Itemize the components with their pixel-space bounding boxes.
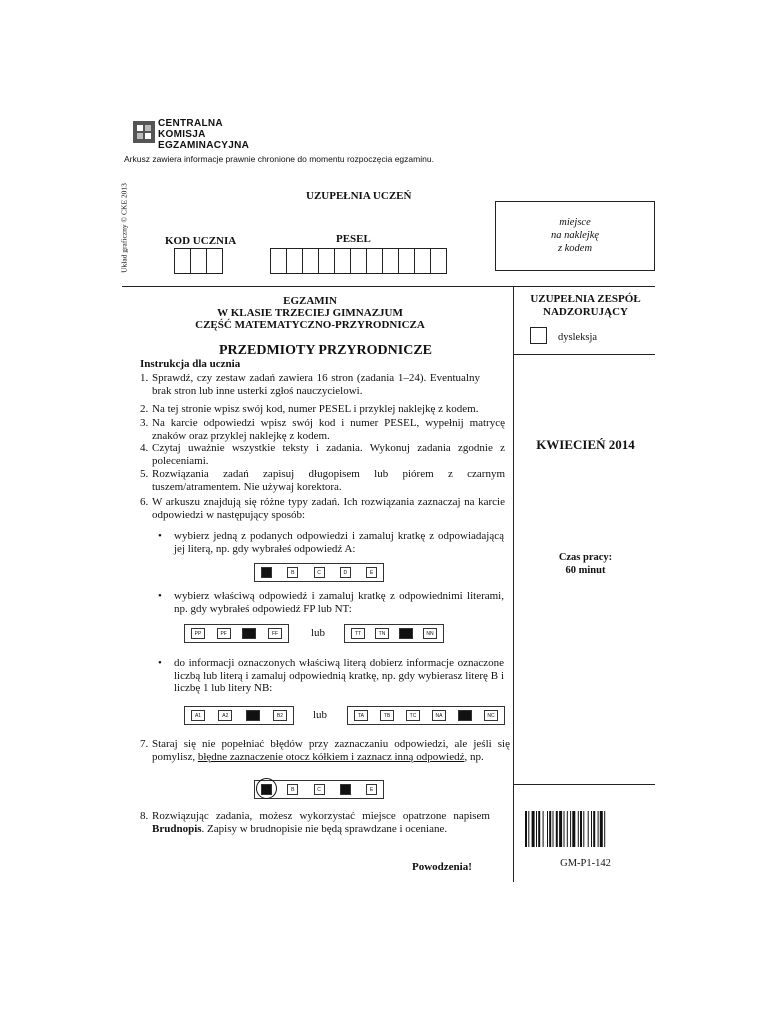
supervisor-title-line: UZUPEŁNIA ZESPÓŁ — [530, 293, 641, 305]
item-number: 8. — [140, 810, 149, 822]
pesel-digit-box[interactable] — [366, 248, 383, 274]
instructions-title: Instrukcja dla ucznia — [140, 358, 241, 370]
or-label: lub — [313, 709, 328, 721]
bullet-text: wybierz właściwą odpowiedź i zamaluj kratkę z odpowiednimi literami, np. gdy wybrałeś odpowiedź FP lub NT: — [174, 590, 504, 615]
exam-title — [190, 295, 430, 331]
answer-box[interactable]: FF — [268, 628, 282, 639]
student-section-title: UZUPEŁNIA UCZEŃ — [306, 190, 412, 202]
exam-title-line: W KLASIE TRZECIEJ GIMNAZJUM — [217, 307, 403, 319]
answer-box[interactable]: A1 — [191, 710, 205, 721]
pesel-digit-box[interactable] — [430, 248, 447, 274]
answer-box[interactable] — [399, 628, 413, 639]
barcode-icon — [525, 811, 633, 847]
answer-bullet-3: • do informacji oznaczonych właściwą literą dobierz informacje oznaczone liczbą lub literą i zamaluj odpowiednią kratkę, np. gdy wybierasz literę B i liczbę 1 lub litery NB: — [158, 657, 504, 694]
answer-box[interactable]: TN — [375, 628, 389, 639]
answer-box[interactable]: TT — [351, 628, 365, 639]
logo-line: CENTRALNA — [158, 118, 223, 129]
student-code-label: KOD UCZNIA — [165, 235, 237, 247]
answer-box[interactable]: TB — [380, 710, 394, 721]
code-digit-box[interactable] — [174, 248, 191, 274]
item-number: 7. — [140, 738, 149, 750]
item-text — [152, 810, 490, 835]
answer-example-abcde — [254, 563, 384, 582]
closing-text: Powodzenia! — [412, 861, 472, 873]
item8-text-c: . Zapisy w brudnopisie nie będą sprawdzane i oceniane. — [201, 822, 448, 835]
answer-box[interactable]: TA — [354, 710, 368, 721]
vertical-copyright: Układ graficzny © CKE 2013 — [119, 183, 129, 273]
item-number: 2. — [140, 403, 149, 415]
answer-box[interactable]: D — [340, 567, 351, 578]
item7-underlined: błędne zaznaczenie otocz kółkiem i zaznacz inną odpowiedź — [197, 750, 465, 763]
sticker-area — [495, 201, 655, 271]
answer-box[interactable]: C — [314, 784, 325, 795]
item-text: Rozwiązania zadań zapisuj długopisem lub piórem z czarnym tuszem/atramentem. Nie używaj korektora. — [152, 468, 505, 493]
exam-duration — [514, 551, 657, 577]
pesel-digit-box[interactable] — [350, 248, 367, 274]
cke-logo-text — [158, 118, 249, 151]
answer-box[interactable] — [340, 784, 351, 795]
item-number: 3. — [140, 417, 149, 429]
sticker-line: miejsce — [559, 217, 591, 228]
pesel-boxes[interactable] — [271, 248, 447, 274]
pesel-digit-box[interactable] — [398, 248, 415, 274]
answer-box[interactable]: E — [366, 567, 377, 578]
pesel-digit-box[interactable] — [286, 248, 303, 274]
answer-example-a12b — [184, 706, 294, 725]
answer-example-tabnb — [347, 706, 505, 725]
student-code-boxes[interactable] — [175, 248, 223, 274]
dyslexia-label: dysleksja — [558, 332, 598, 343]
answer-box[interactable] — [246, 710, 260, 721]
logo-line: KOMISJA — [158, 129, 206, 140]
duration-line: 60 minut — [565, 565, 606, 576]
divider-top — [122, 286, 655, 287]
pesel-digit-box[interactable] — [302, 248, 319, 274]
item7-text-c: , np. — [464, 750, 484, 763]
supervisor-section-title — [514, 293, 657, 319]
correction-circle — [256, 778, 277, 799]
logo-line: EGZAMINACYJNA — [158, 140, 250, 151]
duration-line: Czas pracy: — [558, 552, 613, 563]
item-text: Sprawdź, czy zestaw zadań zawiera 16 stron (zadania 1–24). Eventualny brak stron lub inne usterki zgłoś nauczycielowi. — [152, 372, 480, 397]
answer-box[interactable]: PP — [191, 628, 205, 639]
confidential-notice: Arkusz zawiera informacje prawnie chronione do momentu rozpoczęcia egzaminu. — [124, 154, 434, 164]
item8-bold: Brudnopis — [152, 822, 202, 835]
divider-right-2 — [514, 784, 655, 785]
answer-box[interactable] — [458, 710, 472, 721]
answer-box[interactable] — [242, 628, 256, 639]
exam-subject: PRZEDMIOTY PRZYRODNICZE — [219, 343, 432, 358]
answer-box[interactable] — [261, 567, 272, 578]
item-text: Na tej stronie wpisz swój kod, numer PESEL i przyklej naklejkę z kodem. — [152, 403, 479, 415]
item8-text-a: Rozwiązując zadania, możesz wykorzystać miejsce opatrzone napisem — [152, 810, 490, 822]
pesel-digit-box[interactable] — [414, 248, 431, 274]
answer-box[interactable]: NN — [423, 628, 437, 639]
pesel-digit-box[interactable] — [270, 248, 287, 274]
divider-right-1 — [514, 354, 655, 355]
answer-bullet-1: • wybierz jedną z podanych odpowiedzi i zamaluj kratkę z odpowiadającą jej literą, np. gdy wybrałeś odpowiedź A: — [158, 530, 504, 555]
answer-example-tn — [344, 624, 444, 643]
pesel-label: PESEL — [336, 233, 371, 245]
item-text — [152, 738, 510, 763]
answer-box[interactable]: B — [287, 567, 298, 578]
answer-box[interactable]: C — [314, 567, 325, 578]
answer-box[interactable]: PF — [217, 628, 231, 639]
item-text: W arkuszu znajdują się różne typy zadań. Ich rozwiązania zaznaczaj na karcie odpowiedzi w następujący sposób: — [152, 496, 505, 521]
answer-box[interactable]: NC — [484, 710, 498, 721]
answer-bullet-2: • wybierz właściwą odpowiedź i zamaluj kratkę z odpowiednimi literami, np. gdy wybrałeś odpowiedź FP lub NT: — [158, 590, 504, 615]
exam-title-line: CZĘŚĆ MATEMATYCZNO-PRZYRODNICZA — [195, 319, 425, 331]
answer-box[interactable]: B — [287, 784, 298, 795]
answer-box[interactable]: A2 — [218, 710, 232, 721]
item-text: Czytaj uważnie wszystkie teksty i zadania. Wykonuj zadania zgodnie z poleceniami. — [152, 442, 505, 467]
bullet-text: wybierz jedną z podanych odpowiedzi i zamaluj kratkę z odpowiadającą jej literą, np. gdy wybrałeś odpowiedź A: — [174, 530, 504, 555]
item-number: 6. — [140, 496, 149, 508]
sticker-line: na naklejkę — [550, 230, 600, 241]
code-digit-box[interactable] — [206, 248, 223, 274]
supervisor-title-line: NADZORUJĄCY — [543, 306, 628, 318]
exam-code: GM-P1-142 — [560, 858, 611, 869]
code-digit-box[interactable] — [190, 248, 207, 274]
exam-title-line: EGZAMIN — [283, 295, 337, 307]
or-label: lub — [311, 627, 326, 639]
exam-date: KWIECIEŃ 2014 — [536, 437, 635, 452]
pesel-digit-box[interactable] — [382, 248, 399, 274]
bullet-text: do informacji oznaczonych właściwą literą dobierz informacje oznaczone liczbą lub literą i zamaluj odpowiednią kratkę, np. gdy wybierasz literę B i liczbę 1 lub litery NB: — [174, 657, 504, 694]
answer-box[interactable]: B2 — [273, 710, 287, 721]
item7-text-a: Staraj się nie popełniać błędów przy zaznaczaniu odpowiedzi, ale jeśli się pomylisz, — [152, 738, 510, 763]
sticker-line: z kodem — [557, 243, 593, 254]
answer-box[interactable]: TC — [406, 710, 420, 721]
cke-logo-icon — [133, 121, 155, 143]
item-number: 1. — [140, 372, 149, 384]
item-number: 4. — [140, 442, 149, 454]
item-text: Na karcie odpowiedzi wpisz swój kod i numer PESEL, wypełnij matrycę znaków oraz przyklej naklejkę z kodem. — [152, 417, 505, 442]
dyslexia-checkbox[interactable] — [530, 327, 547, 344]
pesel-digit-box[interactable] — [318, 248, 335, 274]
answer-example-pf — [184, 624, 289, 643]
item-number: 5. — [140, 468, 149, 480]
answer-box[interactable]: NA — [432, 710, 446, 721]
divider-vertical — [513, 286, 514, 882]
answer-box[interactable]: E — [366, 784, 377, 795]
pesel-digit-box[interactable] — [334, 248, 351, 274]
